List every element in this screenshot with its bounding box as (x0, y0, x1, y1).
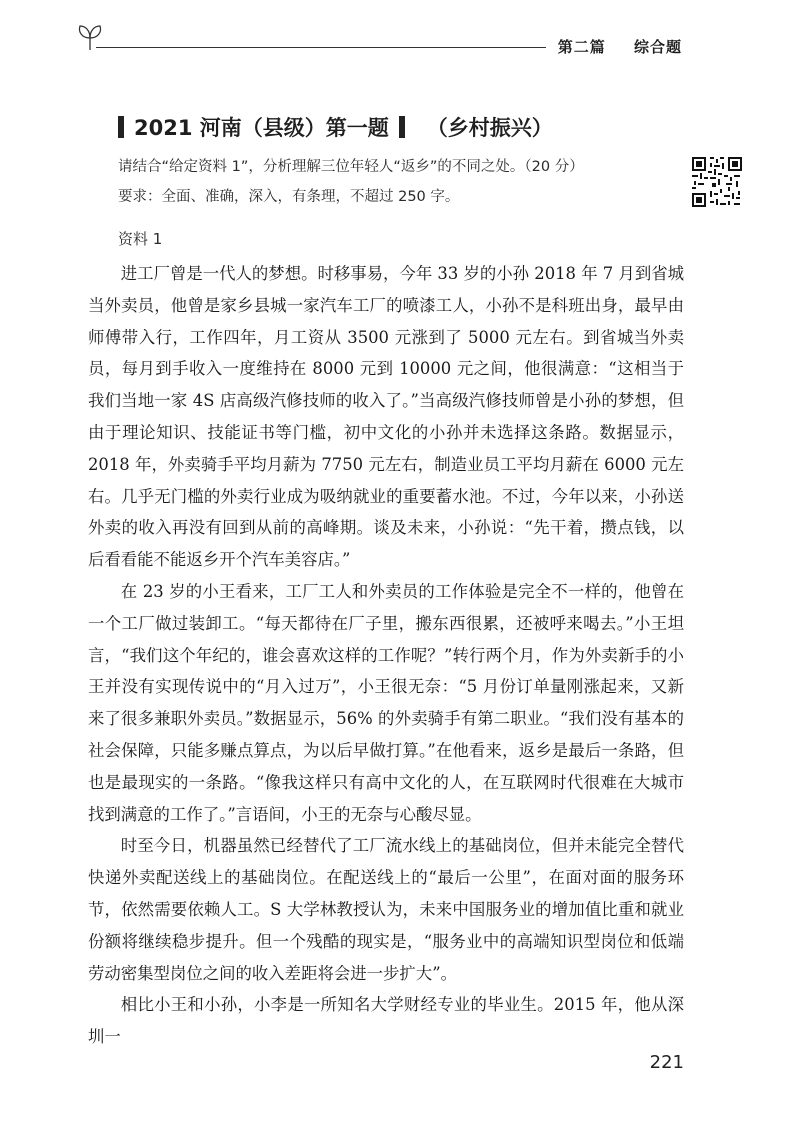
question-title-text: 2021 河南（县级）第一题 (134, 116, 389, 140)
prompt-text: 请结合“给定资料 1”，分析理解三位年轻人“返乡”的不同之处。（20 分） (118, 159, 584, 175)
title-bar-right (399, 116, 405, 138)
section-label: 综合题 (633, 38, 682, 56)
material-paragraph: 进工厂曾是一代人的梦想。时移事易，今年 33 岁的小孙 2018 年 7 月到省城当外卖员，他曾是家乡县城一家汽车工厂的喷漆工人，小孙不是科班出身，最早由师傅带入行，工作四年，月工资从 3500 元涨到了 5000 元左右。到省城当外卖员，每月到手收入一度维持在 8000 元到 10000 元之间，他很满意：“这相当于我们当地一家 4S 店高级汽修技师的收入了。”当高级汽修技师曾是小孙的梦想，但由于理论知识、技能证书等门槛，初中文化的小孙并未选择这条路。数据显示，2018 年，外卖骑手平均月薪为 7750 元左右，制造业员工平均月薪在 6000 元左右。几乎无门槛的外卖行业成为吸纳就业的重要蓄水池。不过，今年以来，小孙送外卖的收入再没有回到从前的高峰期。谈及未来，小孙说：“先干着，攒点钱，以后看看能不能返乡开个汽车美容店。” (88, 264, 684, 570)
header-rule (96, 47, 546, 48)
qr-code-icon (690, 155, 744, 209)
chapter-header (558, 36, 682, 57)
page-number: 221 (649, 1052, 684, 1073)
sprout-icon (72, 18, 108, 54)
question-prompt (118, 152, 658, 212)
part-label: 第二篇 (557, 38, 606, 56)
requirement-text: 要求：全面、准确，深入，有条理，不超过 250 字。 (118, 189, 460, 205)
material-paragraph: 在 23 岁的小王看来，工厂工人和外卖员的工作体验是完全不一样的，他曾在一个工厂做过装卸工。“每天都待在厂子里，搬东西很累，还被呼来喝去。”小王坦言，“我们这个年纪的，谁会喜欢这样的工作呢？”转行两个月，作为外卖新手的小王并没有实现传说中的“月入过万”，小王很无奈：“5 月份订单量刚涨起来，又新来了很多兼职外卖员。”数据显示，56% 的外卖骑手有第二职业。“我们没有基本的社会保障，只能多赚点算点，为以后早做打算。”在他看来，返乡是最后一条路，但也是最现实的一条路。“像我这样只有高中文化的人，在互联网时代很难在大城市找到满意的工作了。”言语间，小王的无奈与心酸尽显。 (88, 581, 684, 824)
material-paragraph: 相比小王和小孙，小李是一所知名大学财经专业的毕业生。2015 年，他从深圳一 (88, 995, 684, 1047)
material-label: 资料 1 (118, 230, 163, 248)
question-tag: （乡村振兴） (426, 116, 553, 140)
material-paragraph: 时至今日，机器虽然已经替代了工厂流水线上的基础岗位，但并未能完全替代快递外卖配送线上的基础岗位。在配送线上的“最后一公里”，在面对面的服务环节，依然需要依赖人工。S 大学林教授认为，未来中国服务业的增加值比重和就业份额将继续稳步提升。但一个残酷的现实是，“服务业中的高端知识型岗位和低端劳动密集型岗位之间的收入差距将会进一步扩大”。 (88, 836, 684, 983)
title-bar-left (118, 116, 124, 138)
question-title (118, 112, 553, 142)
material-body (88, 258, 684, 1053)
